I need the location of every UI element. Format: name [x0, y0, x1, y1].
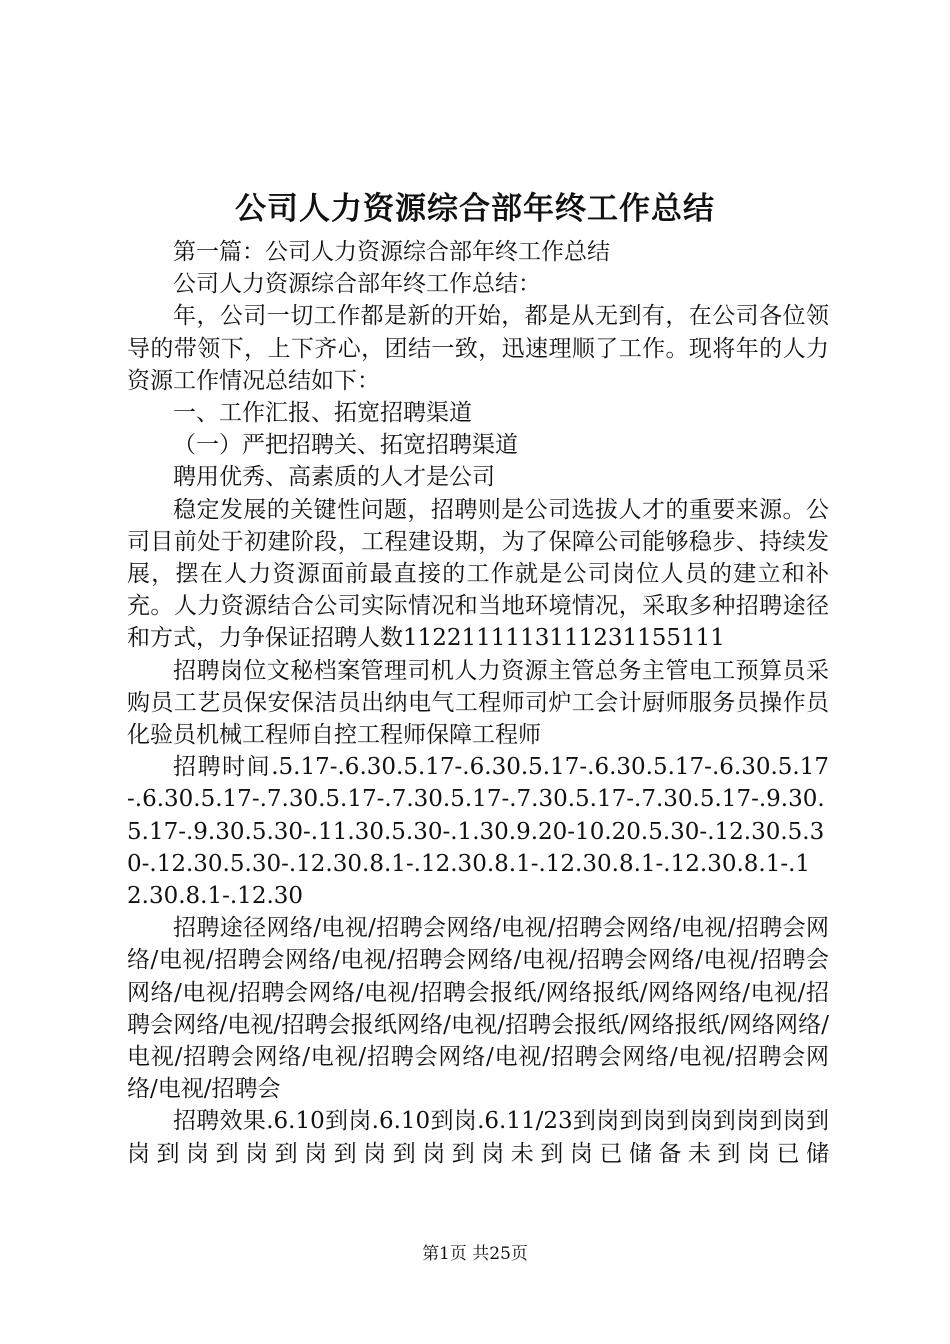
- recruitment-subheading: （一）严把招聘关、拓宽招聘渠道: [173, 432, 518, 459]
- section-heading: 第一篇：公司人力资源综合部年终工作总结: [173, 239, 610, 265]
- paragraph: 聘用优秀、高素质的人才是公司: [173, 464, 495, 491]
- recruitment-positions: 招聘岗位文秘档案管理司机人力资源主管总务主管电工预算员采购员工艺员保安保洁员出纳电气工程师司炉工会计厨师服务员操作员化验员机械工程师自控工程师保障工程师: [127, 657, 829, 749]
- document-title: 公司人力资源综合部年终工作总结: [235, 191, 715, 227]
- document-body: [127, 236, 829, 1170]
- work-report-heading: 一、工作汇报、拓宽招聘渠道: [173, 400, 472, 427]
- summary-heading: 公司人力资源综合部年终工作总结：: [173, 271, 541, 298]
- intro-paragraph: 年，公司一切工作都是新的开始，都是从无到有，在公司各位领导的带领下，上下齐心，团结一致，迅速理顺了工作。现将年的人力资源工作情况总结如下：: [127, 303, 829, 394]
- recruitment-channels: 招聘途径网络/电视/招聘会网络/电视/招聘会网络/电视/招聘会网络/电视/招聘会网络/电视/招聘会网络/电视/招聘会网络/电视/招聘会网络/电视/招聘会网络/电视/招聘会报纸/网络报纸/网络网络/电视/招聘会网络/电视/招聘会报纸网络/电视/招聘会报纸/网络报纸/网络网络/电视/招聘会网络/电视/招聘会网络/电视/招聘会网络/电视/招聘会网络/电视/招聘会: [127, 915, 829, 1103]
- recruitment-results: 招聘效果.6.10到岗.6.10到岗.6.11/23到岗到岗到岗到岗到岗到岗到岗到岗到岗到岗到岗到岗未到岗已储备未到岗已储: [127, 1108, 829, 1167]
- page-number: 第1页 共25页: [422, 1244, 528, 1264]
- recruitment-time: 招聘时间.5.17-.6.30.5.17-.6.30.5.17-.6.30.5.17-.6.30.5.17-.6.30.5.17-.7.30.5.17-.7.30.5.17-.7.30.5.17-.7.30.5.17-.9.30.5.17-.9.30.5.30-.11.30.5.30-.1.30.9.20-10.20.5.30-.12.30.5.30-.12.30.5.30-.12.30.8.1-.12.30.8.1-.12.30.8.1-.12.30.8.1-.12.30.8.1-.12.30: [127, 754, 829, 910]
- paragraph: 稳定发展的关键性问题，招聘则是公司选拔人才的重要来源。公司目前处于初建阶段，工程建设期，为了保障公司能够稳步、持续发展，摆在人力资源面前最直接的工作就是公司岗位人员的建立和补充。人力资源结合公司实际情况和当地环境情况，采取多种招聘途径和方式，力争保证招聘人数1122111113111231155111: [127, 496, 829, 652]
